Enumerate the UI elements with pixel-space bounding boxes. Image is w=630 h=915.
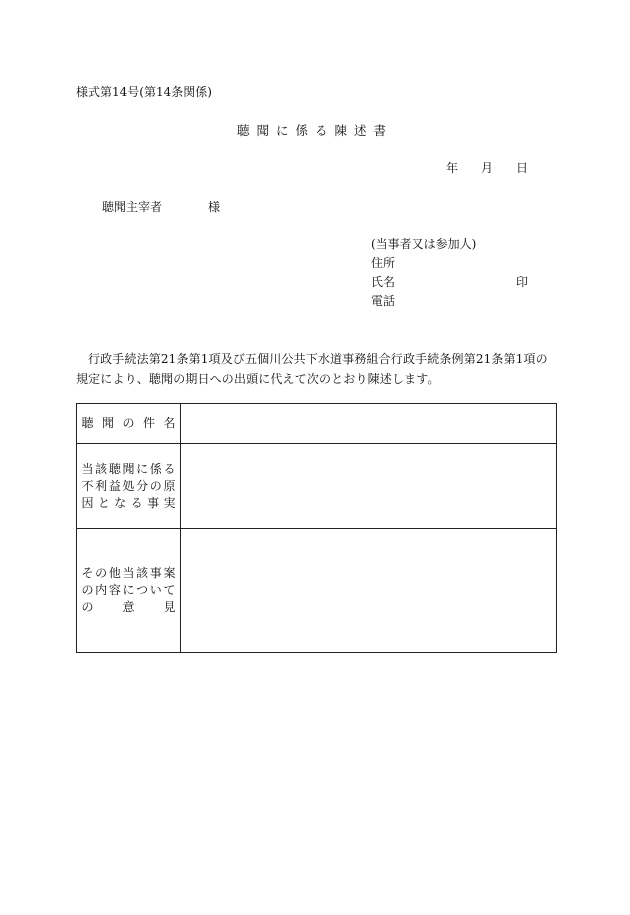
row-label-char: 事	[147, 495, 160, 510]
row-label-char: 該	[95, 461, 108, 476]
row-label-char: 案	[163, 566, 176, 580]
row-label-char: 意	[122, 600, 135, 614]
other-opinion-field[interactable]	[181, 529, 556, 652]
row-label-char: て	[163, 583, 176, 597]
row-label-char: 聞	[101, 416, 114, 430]
row-label-char: 原	[163, 478, 176, 493]
row-label-char: な	[114, 495, 127, 510]
addressee-honorific: 様	[208, 200, 221, 214]
row-label-char: る	[130, 495, 143, 510]
row-label-char: の	[149, 478, 162, 493]
row-label-char: 聴	[108, 461, 121, 476]
row-label-line	[82, 415, 176, 432]
row-label-char: 係	[149, 461, 162, 476]
row-label-char: に	[136, 461, 149, 476]
row-label-cell	[77, 529, 181, 652]
row-label-char: の	[122, 416, 135, 430]
date-year-label: 年	[446, 161, 459, 175]
row-label-char: の	[95, 566, 108, 580]
row-label-char: 実	[163, 495, 176, 510]
row-label-char: 内	[95, 583, 108, 597]
addressee-label: 聴聞主宰者	[102, 200, 163, 214]
table-row	[77, 444, 556, 529]
row-label-line	[82, 495, 176, 512]
row-label-line	[82, 565, 176, 582]
row-label-char: 因	[81, 495, 94, 510]
row-label-char: 当	[81, 461, 94, 476]
statement-paragraph: 行政手続法第21条第1項及び五個川公共下水道事務組合行政手続条例第21条第1項の規定により、聴聞の期日への出頭に代えて次のとおり陳述します。	[76, 352, 548, 386]
row-label-char: 見	[163, 600, 176, 614]
phone-label: 電話	[371, 294, 396, 308]
row-label-char: そ	[81, 566, 94, 580]
grounds-facts-field[interactable]	[181, 444, 556, 528]
date-day-label: 日	[516, 161, 529, 175]
row-label-char: 分	[136, 478, 149, 493]
row-label	[82, 565, 176, 616]
row-label-char: 該	[136, 566, 149, 580]
row-label-char: 名	[163, 416, 176, 430]
row-label	[82, 461, 176, 512]
row-label-line	[82, 461, 176, 478]
row-label-char: 利	[95, 478, 108, 493]
hearing-subject-field[interactable]	[181, 404, 556, 443]
row-label-char: 処	[122, 478, 135, 493]
row-label-char: 件	[142, 416, 155, 430]
form-number: 様式第14号(第14条関係)	[76, 85, 212, 99]
seal-mark: 印	[516, 275, 529, 289]
name-label: 氏名	[371, 275, 396, 289]
row-label-cell	[77, 404, 181, 443]
row-label	[82, 415, 176, 432]
row-label-char: と	[97, 495, 110, 510]
row-label-char: の	[81, 600, 94, 614]
row-label-char: つ	[136, 583, 149, 597]
row-label-cell	[77, 444, 181, 528]
row-label-char: 益	[108, 478, 121, 493]
address-label: 住所	[371, 256, 396, 270]
row-label-char: の	[81, 583, 94, 597]
row-label-char: 事	[149, 566, 162, 580]
row-label-char: 聞	[122, 461, 135, 476]
row-label-line	[82, 599, 176, 616]
row-label-char: い	[149, 583, 162, 597]
document-title: 聴聞に係る陳述書	[236, 123, 393, 138]
row-label-char: 聴	[81, 416, 94, 430]
row-label-char: 当	[122, 566, 135, 580]
row-label-line	[82, 478, 176, 495]
row-label-char: 他	[108, 566, 121, 580]
row-label-char: 不	[81, 478, 94, 493]
row-label-line	[82, 582, 176, 599]
date-month-label: 月	[481, 161, 494, 175]
row-label-char: 容	[108, 583, 121, 597]
party-role-label: (当事者又は参加人)	[371, 237, 477, 251]
table-row	[77, 529, 556, 652]
row-label-char: る	[163, 461, 176, 476]
table-row	[77, 404, 556, 444]
statement-table	[76, 403, 557, 653]
row-label-char: に	[122, 583, 135, 597]
